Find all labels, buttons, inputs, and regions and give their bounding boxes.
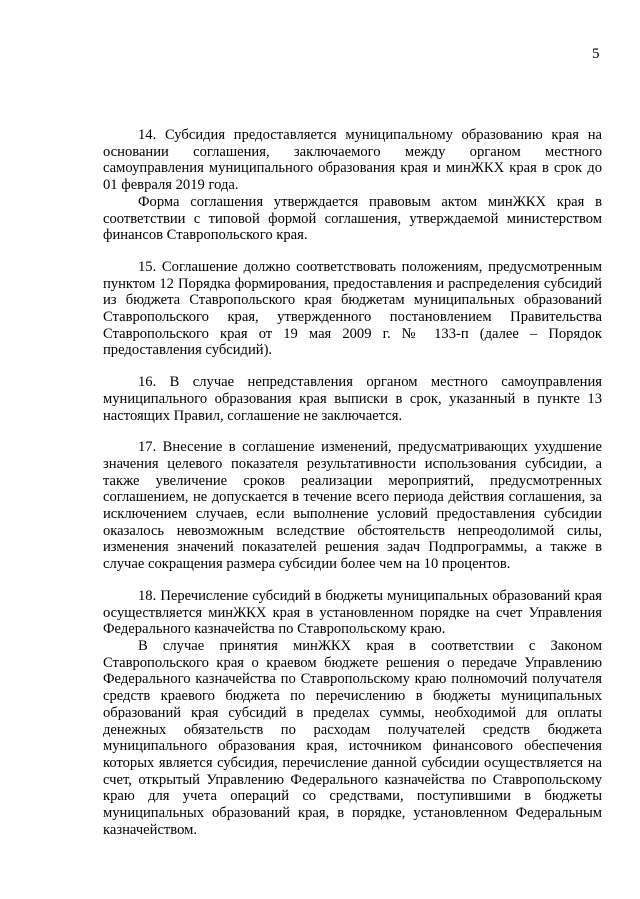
paragraph-14: 14. Субсидия предоставляется муниципальному образованию края на основании соглашения, заключаемого между органом местного самоуправления муниципального образования края и минЖКХ края в срок до 01 февраля 2019 года. bbox=[103, 127, 602, 194]
paragraph-15: 15. Соглашение должно соответствовать положениям, предусмотренным пунктом 12 Порядка формирования, предоставления и распределения субсидий из бюджета Ставропольского края бюджетам муниципальных образований Ставропольского края, утвержденного постановлением Правительства Ставропольского края от 19 мая 2009 г. № 133-п (далее – Порядок предоставления субсидий). bbox=[103, 258, 602, 359]
paragraph-16: 16. В случае непредставления органом местного самоуправления муниципального образования края выписки в срок, указанный в пункте 13 настоящих Правил, соглашение не заключается. bbox=[103, 374, 602, 424]
paragraph-18-transfer: В случае принятия минЖКХ края в соответствии с Законом Ставропольского края о краевом бюджете решения о передаче Управлению Федерального казначейства по Ставропольскому краю полномочий получателя средств краевого бюджета по перечислению в бюджеты муниципальных образований края субсидий в пределах суммы, необходимой для оплаты денежных обязательств по расходам получателей средств бюджета муниципального образования края, источником финансового обеспечения которых является субсидия, перечисление данной субсидии осуществляется на счет, открытый Управлению Федерального казначейства по Ставропольскому краю для учета операций со средствами, поступившими в бюджеты муниципальных образований края, в порядке, установленном Федеральным казначейством. bbox=[103, 637, 602, 838]
paragraph-18: 18. Перечисление субсидий в бюджеты муниципальных образований края осуществляется минЖКХ края в установленном порядке на счет Управления Федерального казначейства по Ставропольскому краю. bbox=[103, 587, 602, 638]
paragraph-14-form: Форма соглашения утверждается правовым актом минЖКХ края в соответствии с типовой формой соглашения, утверждаемой министерством финансов Ставропольского края. bbox=[103, 193, 602, 244]
document-body bbox=[103, 127, 602, 838]
page-number: 5 bbox=[592, 46, 600, 62]
paragraph-17: 17. Внесение в соглашение изменений, предусматривающих ухудшение значения целевого показателя результативности использования субсидии, а также увеличение сроков реализации мероприятий, предусмотренных соглашением, не допускается в течение всего периода действия соглашения, за исключением случаев, если выполнение условий предоставления субсидии оказалось невозможным вследствие обстоятельств непреодолимой силы, изменения значений показателей решения задач Подпрограммы, а также в случае сокращения размера субсидии более чем на 10 процентов. bbox=[103, 439, 602, 573]
